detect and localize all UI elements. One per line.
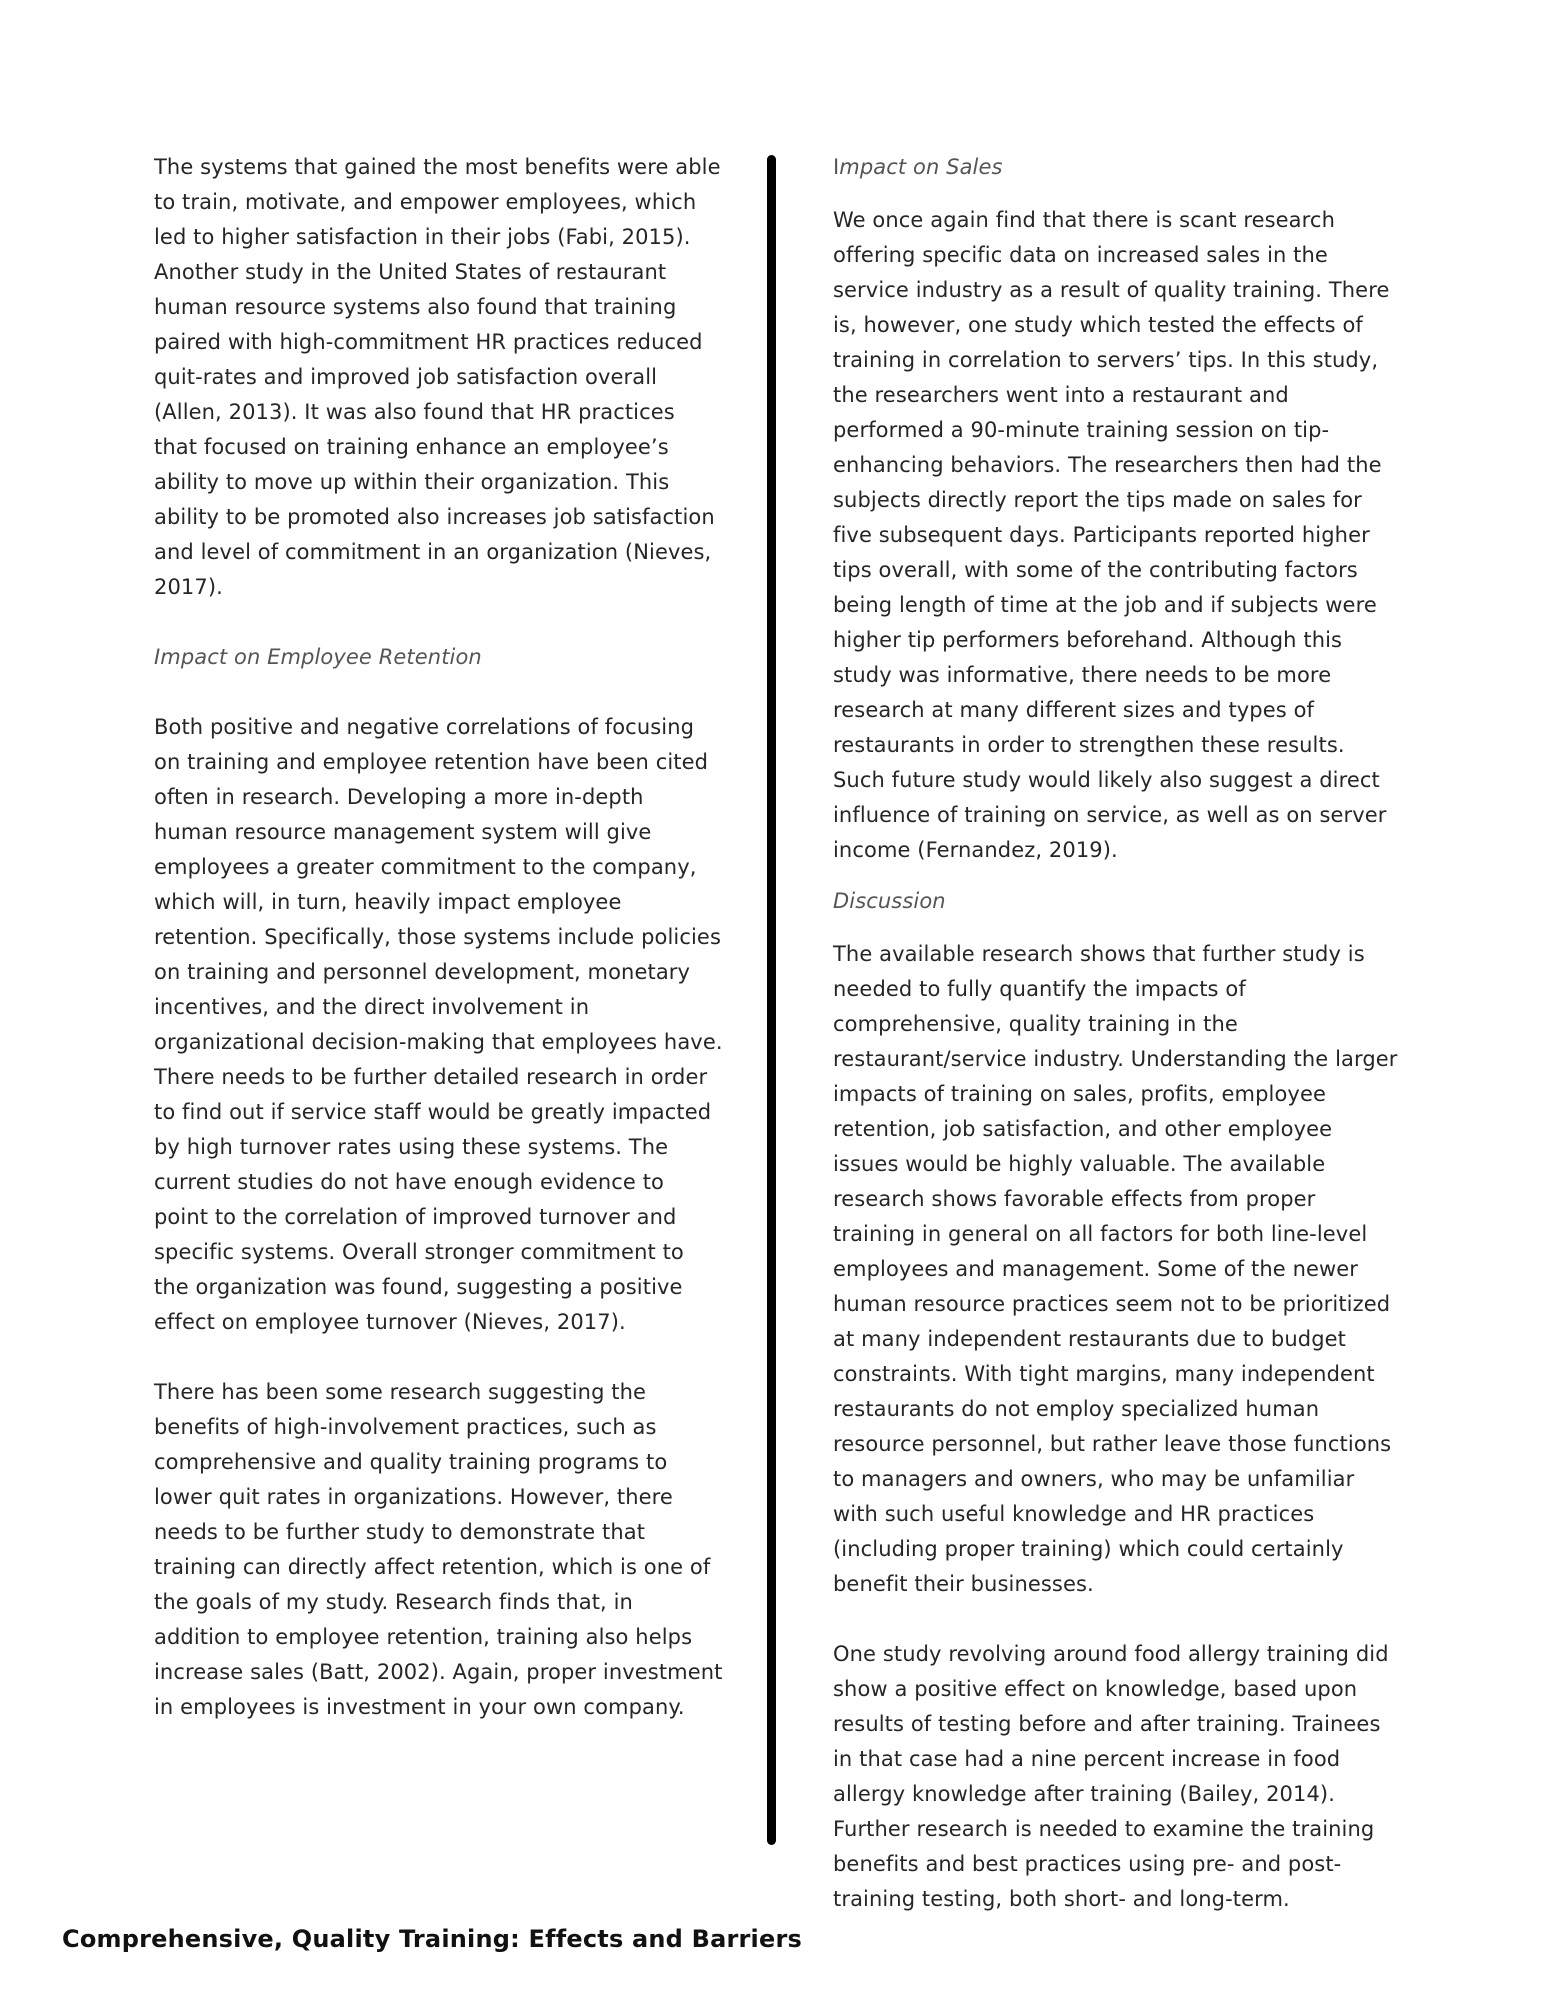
left-column	[154, 150, 724, 1725]
heading-sales-rest: mpact on Sales	[839, 155, 1003, 179]
right-column	[833, 150, 1399, 1917]
right-paragraph-2: The available research shows that further study is needed to fully quantify the impacts of comprehensive, quality training in the restaurant/service industry. Understanding the larger impacts of training on sales, profits, employee retention, job satisfaction, and other employee issues would be highly valuable. The available research shows favorable effects from proper training in general on all factors for both line-level employees and management. Some of the newer human resource practices seem not to be prioritized at many independent restaurants due to budget constraints. With tight margins, many independent restaurants do not employ specialized human resource personnel, but rather leave those functions to managers and owners, who may be unfamiliar with such useful knowledge and HR practices (including proper training) which could certainly benefit their businesses.	[833, 942, 1398, 1596]
heading-sales-initial: I	[833, 155, 840, 179]
heading-employee-retention: Impact on Employee Retention	[154, 645, 482, 669]
right-paragraph-3: One study revolving around food allergy training did show a positive effect on knowledge, based upon results of testing before and after training. Trainees in that case had a nine percent increase in food allergy knowledge after training (Bailey, 2014). Further research is needed to examine the training benefits and best practices using pre- and post-training testing, both short- and long-term.	[833, 1642, 1389, 1911]
left-paragraph-2: Both positive and negative correlations of focusing on training and employee retention have been cited often in research. Developing a more in-depth human resource management system will give employees a greater commitment to the company, which will, in turn, heavily impact employee retention. Specifically, those systems include policies on training and personnel development, monetary incentives, and the direct involvement in organizational decision-making that employees have. There needs to be further detailed research in order to find out if service staff would be greatly impacted by high turnover rates using these systems. The current studies do not have enough evidence to point to the correlation of improved turnover and specific systems. Overall stronger commitment to the organization was found, suggesting a positive effect on employee turnover (Nieves, 2017).	[154, 715, 723, 1334]
right-paragraph-1: We once again find that there is scant research offering specific data on increased sales in the service industry as a result of quality training. There is, however, one study which tested the effects of training in correlation to servers’ tips. In this study, the researchers went into a restaurant and performed a 90-minute training session on tip-enhancing behaviors. The researchers then had the subjects directly report the tips made on sales for five subsequent days. Participants reported higher tips overall, with some of the contributing factors being length of time at the job and if subjects were higher tip performers beforehand. Although this study was informative, there needs to be more research at many different sizes and types of restaurants in order to strengthen these results. Such future study would likely also suggest a direct influence of training on service, as well as on server income (Fernandez, 2019).	[833, 208, 1390, 862]
heading-impact-on-sales	[833, 150, 1399, 185]
left-paragraph-1: The systems that gained the most benefits were able to train, motivate, and empower employees, which led to higher satisfaction in their jobs (Fabi, 2015). Another study in the United States of restaurant human resource systems also found that training paired with high-commitment HR practices reduced quit-rates and improved job satisfaction overall (Allen, 2013). It was also found that HR practices that focused on training enhance an employee’s ability to move up within their organization. This ability to be promoted also increases job satisfaction and level of commitment in an organization (Nieves, 2017).	[154, 155, 721, 599]
footer-title: Comprehensive, Quality Training: Effects and Barriers	[62, 1925, 802, 1953]
left-paragraph-3: There has been some research suggesting the benefits of high-involvement practices, such as comprehensive and quality training programs to lower quit rates in organizations. However, there needs to be further study to demonstrate that training can directly affect retention, which is one of the goals of my study. Research finds that, in addition to employee retention, training also helps increase sales (Batt, 2002). Again, proper investment in employees is investment in your own company.	[154, 1380, 723, 1719]
column-divider	[767, 155, 776, 1845]
heading-discussion: Discussion	[833, 889, 946, 913]
